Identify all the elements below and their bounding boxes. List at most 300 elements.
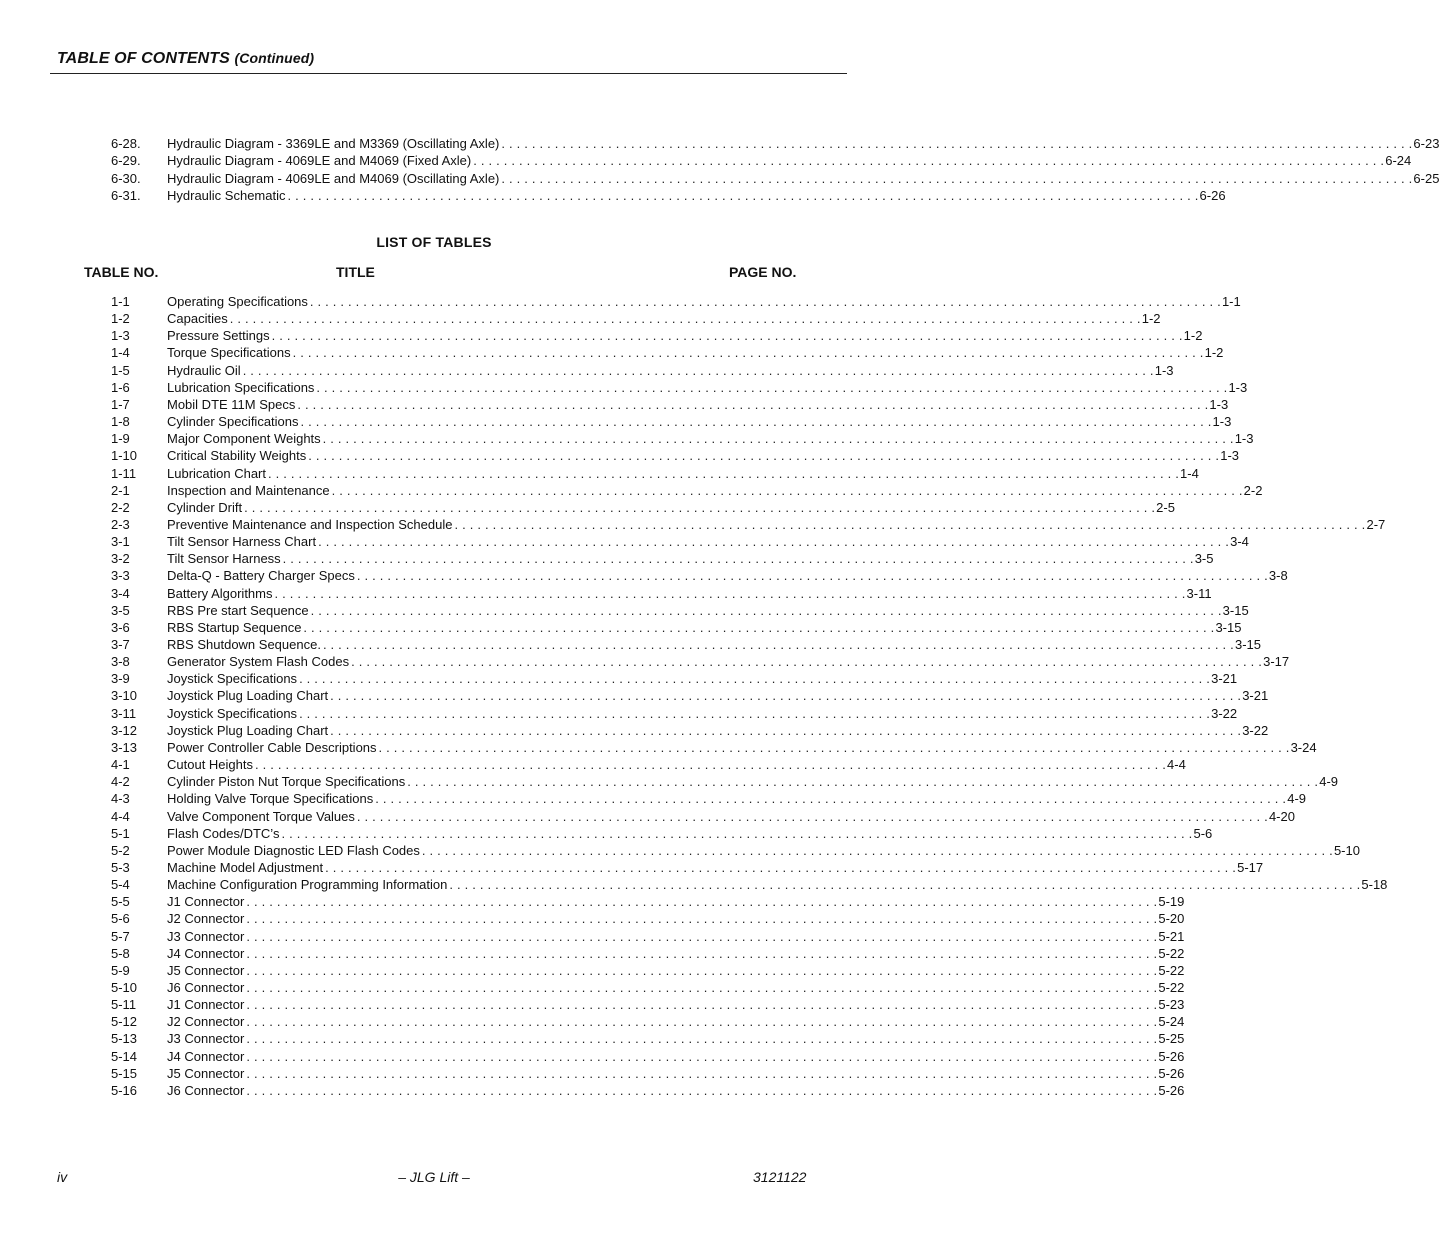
entry-number: 5-7 — [111, 928, 130, 944]
entry-number: 1-4 — [111, 345, 130, 361]
entry-number: 5-14 — [111, 1048, 138, 1064]
entry-line — [167, 739, 1317, 756]
entry-number: 4-4 — [111, 808, 130, 824]
footer-page-number: iv — [57, 1169, 68, 1185]
entry-number: 5-13 — [111, 1031, 138, 1047]
entry-page-number: 4-4 — [1167, 757, 1186, 773]
entry-line — [167, 1082, 1185, 1099]
entry-number: 4-3 — [111, 791, 130, 807]
entry-line — [167, 1030, 1185, 1047]
entry-title: Joystick Specifications — [167, 705, 298, 721]
entry-number: 1-6 — [111, 379, 130, 395]
entry-title: Hydraulic Diagram - 3369LE and M3369 (Oscillating Axle) — [167, 136, 500, 151]
entry-title: Mobil DTE 11M Specs — [167, 396, 296, 412]
dot-leader: . . . . . . . . . . . . . . . . . . . . . . . . . . . . . . . . . . . . . . . . . . . . . . . . . . . . . . . . . . . . . . . . . . . . . . . . . . . . . . . . . . . . . . . . . . . . . . . . . . . . . . . . . . . . . . . . . . . . . . . . — [255, 757, 1167, 773]
dot-leader: . . . . . . . . . . . . . . . . . . . . . . . . . . . . . . . . . . . . . . . . . . . . . . . . . . . . . . . . . . . . . . . . . . . . . . . . . . . . . . . . . . . . . . . . . . . . . . . . . . . . . . . . . . . . . . . . . . . . . . . . — [454, 516, 1366, 532]
entry-title: Battery Algorithms — [167, 585, 273, 601]
dot-leader: . . . . . . . . . . . . . . . . . . . . . . . . . . . . . . . . . . . . . . . . . . . . . . . . . . . . . . . . . . . . . . . . . . . . . . . . . . . . . . . . . . . . . . . . . . . . . . . . . . . . . . . . . . . . . . . . . . . . . . . . — [325, 859, 1237, 875]
dot-leader: . . . . . . . . . . . . . . . . . . . . . . . . . . . . . . . . . . . . . . . . . . . . . . . . . . . . . . . . . . . . . . . . . . . . . . . . . . . . . . . . . . . . . . . . . . . . . . . . . . . . . . . . . . . . . . . . . . . . . . . . — [501, 136, 1413, 151]
table-entry-row — [0, 790, 1307, 807]
entry-number: 1-1 — [111, 294, 130, 309]
entry-page-number: 1-2 — [1204, 345, 1224, 361]
table-entry-row — [0, 344, 1224, 361]
entry-number: 5-8 — [111, 945, 130, 961]
table-entry-row — [0, 670, 1238, 687]
entry-page-number: 3-11 — [1186, 585, 1212, 601]
entry-page-number: 6-25 — [1413, 170, 1439, 186]
entry-number: 3-11 — [111, 705, 137, 721]
entry-line — [167, 1013, 1185, 1030]
entry-title: J6 Connector — [167, 1082, 245, 1098]
table-entry-row — [0, 585, 1212, 602]
entry-number: 4-2 — [111, 774, 130, 790]
table-entry-row — [0, 773, 1339, 790]
entry-title: J3 Connector — [167, 928, 245, 944]
entry-page-number: 3-17 — [1263, 654, 1290, 670]
table-entry-row — [0, 996, 1185, 1013]
entry-title: J5 Connector — [167, 1065, 245, 1081]
entry-number: 5-15 — [111, 1065, 138, 1081]
entry-line — [167, 790, 1307, 807]
page-header-title — [57, 50, 314, 68]
dot-leader: . . . . . . . . . . . . . . . . . . . . . . . . . . . . . . . . . . . . . . . . . . . . . . . . . . . . . . . . . . . . . . . . . . . . . . . . . . . . . . . . . . . . . . . . . . . . . . . . . . . . . . . . . . . . . . . . . . . . . . . . — [322, 431, 1234, 447]
entry-line — [167, 187, 1226, 204]
dot-leader: . . . . . . . . . . . . . . . . . . . . . . . . . . . . . . . . . . . . . . . . . . . . . . . . . . . . . . . . . . . . . . . . . . . . . . . . . . . . . . . . . . . . . . . . . . . . . . . . . . . . . . . . . . . . . . . . . . . . . . . . — [246, 1014, 1158, 1030]
entry-page-number: 1-2 — [1141, 311, 1161, 327]
dot-leader: . . . . . . . . . . . . . . . . . . . . . . . . . . . . . . . . . . . . . . . . . . . . . . . . . . . . . . . . . . . . . . . . . . . . . . . . . . . . . . . . . . . . . . . . . . . . . . . . . . . . . . . . . . . . . . . . . . . . . . . . — [421, 842, 1333, 858]
entry-number: 4-1 — [111, 757, 130, 773]
entry-line — [167, 293, 1241, 310]
dot-leader: . . . . . . . . . . . . . . . . . . . . . . . . . . . . . . . . . . . . . . . . . . . . . . . . . . . . . . . . . . . . . . . . . . . . . . . . . . . . . . . . . . . . . . . . . . . . . . . . . . . . . . . . . . . . . . . . . . . . . . . . — [246, 894, 1158, 910]
entry-number: 3-7 — [111, 637, 130, 652]
footer-doc-number: 3121122 — [753, 1169, 807, 1185]
table-entry-row — [0, 619, 1242, 636]
column-header-table-no: TABLE NO. — [84, 264, 159, 280]
entry-line — [167, 842, 1360, 859]
entry-line — [167, 808, 1295, 825]
entry-line — [167, 1065, 1185, 1082]
dot-leader: . . . . . . . . . . . . . . . . . . . . . . . . . . . . . . . . . . . . . . . . . . . . . . . . . . . . . . . . . . . . . . . . . . . . . . . . . . . . . . . . . . . . . . . . . . . . . . . . . . . . . . . . . . . . . . . . . . . . . . . . — [282, 551, 1194, 567]
table-entry-row — [0, 327, 1203, 344]
entry-line — [167, 722, 1269, 739]
table-entry-row — [0, 653, 1290, 670]
entry-line — [167, 996, 1185, 1013]
entry-number: 3-12 — [111, 722, 138, 738]
entry-title: Power Controller Cable Descriptions — [167, 739, 377, 755]
column-header-title: TITLE — [336, 264, 375, 280]
entry-title: J4 Connector — [167, 1048, 245, 1064]
table-entry-row — [0, 893, 1185, 910]
entry-line — [167, 567, 1288, 584]
entry-page-number: 1-3 — [1212, 414, 1232, 430]
entry-page-number: 3-8 — [1268, 568, 1288, 584]
entry-number: 5-12 — [111, 1014, 138, 1030]
entry-page-number: 1-3 — [1234, 431, 1254, 447]
dot-leader: . . . . . . . . . . . . . . . . . . . . . . . . . . . . . . . . . . . . . . . . . . . . . . . . . . . . . . . . . . . . . . . . . . . . . . . . . . . . . . . . . . . . . . . . . . . . . . . . . . . . . . . . . . . . . . . . . . . . . . . . — [356, 808, 1268, 824]
entry-page-number: 1-3 — [1209, 396, 1229, 412]
entry-page-number: 4-20 — [1268, 808, 1295, 824]
entry-number: 1-11 — [111, 465, 137, 481]
table-entry-row — [0, 310, 1161, 327]
entry-line — [167, 979, 1185, 996]
dot-leader: . . . . . . . . . . . . . . . . . . . . . . . . . . . . . . . . . . . . . . . . . . . . . . . . . . . . . . . . . . . . . . . . . . . . . . . . . . . . . . . . . . . . . . . . . . . . . . . . . . . . . . . . . . . . . . . . . . . . . . . . — [375, 791, 1287, 807]
entry-number: 1-3 — [111, 328, 130, 344]
entry-page-number: 3-15 — [1222, 602, 1249, 618]
dot-leader: . . . . . . . . . . . . . . . . . . . . . . . . . . . . . . . . . . . . . . . . . . . . . . . . . . . . . . . . . . . . . . . . . . . . . . . . . . . . . . . . . . . . . . . . . . . . . . . . . . . . . . . . . . . . . . . . . . . . . . . . — [268, 465, 1180, 481]
dot-leader: . . . . . . . . . . . . . . . . . . . . . . . . . . . . . . . . . . . . . . . . . . . . . . . . . . . . . . . . . . . . . . . . . . . . . . . . . . . . . . . . . . . . . . . . . . . . . . . . . . . . . . . . . . . . . . . . . . . . . . . . — [501, 170, 1413, 186]
entry-page-number: 4-9 — [1287, 791, 1307, 807]
entry-title: Lubrication Chart — [167, 465, 266, 481]
entry-line — [167, 756, 1186, 773]
table-entry-row — [0, 1082, 1185, 1099]
entry-line — [167, 619, 1242, 636]
header-continued-text: (Continued) — [234, 50, 315, 66]
dot-leader: . . . . . . . . . . . . . . . . . . . . . . . . . . . . . . . . . . . . . . . . . . . . . . . . . . . . . . . . . . . . . . . . . . . . . . . . . . . . . . . . . . . . . . . . . . . . . . . . . . . . . . . . . . . . . . . . . . . . . . . . — [246, 980, 1158, 995]
entry-page-number: 1-1 — [1221, 294, 1241, 309]
table-entry-row — [0, 636, 1261, 653]
dot-leader: . . . . . . . . . . . . . . . . . . . . . . . . . . . . . . . . . . . . . . . . . . . . . . . . . . . . . . . . . . . . . . . . . . . . . . . . . . . . . . . . . . . . . . . . . . . . . . . . . . . . . . . . . . . . . . . . . . . . . . . . — [318, 534, 1230, 550]
dot-leader: . . . . . . . . . . . . . . . . . . . . . . . . . . . . . . . . . . . . . . . . . . . . . . . . . . . . . . . . . . . . . . . . . . . . . . . . . . . . . . . . . . . . . . . . . . . . . . . . . . . . . . . . . . . . . . . . . . . . . . . . — [309, 294, 1221, 309]
dot-leader: . . . . . . . . . . . . . . . . . . . . . . . . . . . . . . . . . . . . . . . . . . . . . . . . . . . . . . . . . . . . . . . . . . . . . . . . . . . . . . . . . . . . . . . . . . . . . . . . . . . . . . . . . . . . . . . . . . . . . . . . — [299, 671, 1211, 687]
entry-page-number: 1-3 — [1228, 379, 1248, 395]
entry-page-number: 5-26 — [1158, 1048, 1185, 1064]
entry-line — [167, 362, 1174, 379]
table-entry-row — [0, 447, 1240, 464]
entry-title: J2 Connector — [167, 911, 245, 927]
entry-line — [167, 687, 1269, 704]
entry-page-number: 5-26 — [1158, 1082, 1185, 1098]
entry-title: Holding Valve Torque Specifications — [167, 791, 374, 807]
entry-line — [167, 533, 1249, 550]
entry-number: 1-2 — [111, 311, 130, 327]
entry-page-number: 6-23 — [1413, 136, 1439, 151]
entry-title: Major Component Weights — [167, 431, 321, 447]
table-entry-row — [0, 945, 1185, 962]
entry-title: J3 Connector — [167, 1031, 245, 1047]
entry-page-number: 1-2 — [1183, 328, 1203, 344]
dot-leader: . . . . . . . . . . . . . . . . . . . . . . . . . . . . . . . . . . . . . . . . . . . . . . . . . . . . . . . . . . . . . . . . . . . . . . . . . . . . . . . . . . . . . . . . . . . . . . . . . . . . . . . . . . . . . . . . . . . . . . . . — [246, 997, 1158, 1013]
dot-leader: . . . . . . . . . . . . . . . . . . . . . . . . . . . . . . . . . . . . . . . . . . . . . . . . . . . . . . . . . . . . . . . . . . . . . . . . . . . . . . . . . . . . . . . . . . . . . . . . . . . . . . . . . . . . . . . . . . . . . . . . — [287, 187, 1199, 203]
entry-line — [167, 705, 1238, 722]
entry-line — [167, 945, 1185, 962]
entry-number: 2-3 — [111, 516, 130, 532]
entry-number: 5-2 — [111, 842, 130, 858]
table-entry-row — [0, 928, 1185, 945]
dot-leader: . . . . . . . . . . . . . . . . . . . . . . . . . . . . . . . . . . . . . . . . . . . . . . . . . . . . . . . . . . . . . . . . . . . . . . . . . . . . . . . . . . . . . . . . . . . . . . . . . . . . . . . . . . . . . . . . . . . . . . . . — [246, 1031, 1158, 1047]
entry-title: Cutout Heights — [167, 757, 253, 773]
dot-leader: . . . . . . . . . . . . . . . . . . . . . . . . . . . . . . . . . . . . . . . . . . . . . . . . . . . . . . . . . . . . . . . . . . . . . . . . . . . . . . . . . . . . . . . . . . . . . . . . . . . . . . . . . . . . . . . . . . . . . . . . — [299, 705, 1211, 721]
entry-title: Hydraulic Oil — [167, 362, 241, 378]
entry-page-number: 1-3 — [1220, 448, 1240, 464]
entry-line — [167, 135, 1439, 152]
entry-title: Operating Specifications — [167, 294, 308, 309]
dot-leader: . . . . . . . . . . . . . . . . . . . . . . . . . . . . . . . . . . . . . . . . . . . . . . . . . . . . . . . . . . . . . . . . . . . . . . . . . . . . . . . . . . . . . . . . . . . . . . . . . . . . . . . . . . . . . . . . . . . . . . . . — [229, 311, 1141, 327]
entry-page-number: 3-21 — [1211, 671, 1238, 687]
entry-title: Machine Model Adjustment — [167, 859, 324, 875]
entry-page-number: 4-9 — [1319, 774, 1339, 790]
list-of-tables-heading: LIST OF TABLES — [376, 234, 492, 250]
entry-page-number: 1-3 — [1154, 362, 1174, 378]
entry-title: Joystick Specifications — [167, 671, 298, 687]
table-entry-row — [0, 1048, 1185, 1065]
dot-leader: . . . . . . . . . . . . . . . . . . . . . . . . . . . . . . . . . . . . . . . . . . . . . . . . . . . . . . . . . . . . . . . . . . . . . . . . . . . . . . . . . . . . . . . . . . . . . . . . . . . . . . . . . . . . . . . . . . . . . . . . — [330, 688, 1242, 704]
column-header-page-no: PAGE NO. — [729, 264, 797, 280]
entry-page-number: 3-15 — [1234, 637, 1261, 652]
entry-page-number: 5-24 — [1158, 1014, 1185, 1030]
entry-number: 3-8 — [111, 654, 130, 670]
table-entry-row — [0, 550, 1214, 567]
entry-line — [167, 653, 1290, 670]
entry-title: RBS Startup Sequence — [167, 619, 302, 635]
entry-title: Cylinder Drift — [167, 499, 243, 515]
entry-line — [167, 910, 1185, 927]
entry-page-number: 5-17 — [1237, 859, 1264, 875]
table-entry-row — [0, 516, 1386, 533]
entry-number: 6-28. — [111, 136, 141, 151]
dot-leader: . . . . . . . . . . . . . . . . . . . . . . . . . . . . . . . . . . . . . . . . . . . . . . . . . . . . . . . . . . . . . . . . . . . . . . . . . . . . . . . . . . . . . . . . . . . . . . . . . . . . . . . . . . . . . . . . . . . . . . . . — [274, 585, 1186, 601]
entry-page-number: 5-23 — [1158, 997, 1185, 1013]
table-entry-row — [0, 910, 1185, 927]
entry-title: Hydraulic Schematic — [167, 187, 286, 203]
dot-leader: . . . . . . . . . . . . . . . . . . . . . . . . . . . . . . . . . . . . . . . . . . . . . . . . . . . . . . . . . . . . . . . . . . . . . . . . . . . . . . . . . . . . . . . . . . . . . . . . . . . . . . . . . . . . . . . . . . . . . . . . — [297, 396, 1209, 412]
entry-page-number: 3-5 — [1194, 551, 1214, 567]
entry-title: Hydraulic Diagram - 4069LE and M4069 (Fixed Axle) — [167, 153, 472, 169]
table-entry-row — [0, 602, 1249, 619]
entry-title: J1 Connector — [167, 997, 245, 1013]
entry-line — [167, 310, 1161, 327]
entry-number: 5-11 — [111, 997, 137, 1013]
entry-title: Capacities — [167, 311, 228, 327]
entry-number: 1-10 — [111, 448, 138, 464]
table-entry-row — [0, 739, 1317, 756]
table-entry-row — [0, 687, 1269, 704]
entry-page-number: 5-18 — [1361, 877, 1388, 893]
entry-number: 3-1 — [111, 534, 130, 550]
entry-title: Joystick Plug Loading Chart — [167, 722, 329, 738]
entry-number: 5-3 — [111, 859, 130, 875]
entry-line — [167, 825, 1213, 842]
entry-number: 1-5 — [111, 362, 130, 378]
entry-page-number: 5-25 — [1158, 1031, 1185, 1047]
entry-title: Flash Codes/DTC’s — [167, 825, 280, 841]
entry-line — [167, 893, 1185, 910]
entry-number: 1-9 — [111, 431, 130, 447]
entry-line — [167, 465, 1199, 482]
entry-line — [167, 344, 1224, 361]
entry-title: Preventive Maintenance and Inspection Schedule — [167, 516, 453, 532]
table-entry-row — [0, 859, 1264, 876]
footer-center-text: – JLG Lift – — [398, 1169, 470, 1185]
table-entry-row — [0, 482, 1263, 499]
dot-leader: . . . . . . . . . . . . . . . . . . . . . . . . . . . . . . . . . . . . . . . . . . . . . . . . . . . . . . . . . . . . . . . . . . . . . . . . . . . . . . . . . . . . . . . . . . . . . . . . . . . . . . . . . . . . . . . . . . . . . . . . — [310, 602, 1222, 618]
entry-title: Generator System Flash Codes — [167, 654, 350, 670]
dot-leader: . . . . . . . . . . . . . . . . . . . . . . . . . . . . . . . . . . . . . . . . . . . . . . . . . . . . . . . . . . . . . . . . . . . . . . . . . . . . . . . . . . . . . . . . . . . . . . . . . . . . . . . . . . . . . . . . . . . . . . . . — [303, 619, 1215, 635]
entry-page-number: 3-4 — [1230, 534, 1249, 550]
table-entry-row — [0, 842, 1360, 859]
entry-title: J1 Connector — [167, 894, 245, 910]
dot-leader: . . . . . . . . . . . . . . . . . . . . . . . . . . . . . . . . . . . . . . . . . . . . . . . . . . . . . . . . . . . . . . . . . . . . . . . . . . . . . . . . . . . . . . . . . . . . . . . . . . . . . . . . . . . . . . . . . . . . . . . . — [246, 1048, 1158, 1064]
table-entry-row — [0, 430, 1254, 447]
dot-leader: . . . . . . . . . . . . . . . . . . . . . . . . . . . . . . . . . . . . . . . . . . . . . . . . . . . . . . . . . . . . . . . . . . . . . . . . . . . . . . . . . . . . . . . . . . . . . . . . . . . . . . . . . . . . . . . . . . . . . . . . — [246, 1082, 1158, 1098]
dot-leader: . . . . . . . . . . . . . . . . . . . . . . . . . . . . . . . . . . . . . . . . . . . . . . . . . . . . . . . . . . . . . . . . . . . . . . . . . . . . . . . . . . . . . . . . . . . . . . . . . . . . . . . . . . . . . . . . . . . . . . . . — [246, 962, 1158, 978]
entry-line — [167, 396, 1229, 413]
dot-leader: . . . . . . . . . . . . . . . . . . . . . . . . . . . . . . . . . . . . . . . . . . . . . . . . . . . . . . . . . . . . . . . . . . . . . . . . . . . . . . . . . . . . . . . . . . . . . . . . . . . . . . . . . . . . . . . . . . . . . . . . — [316, 379, 1228, 395]
dot-leader: . . . . . . . . . . . . . . . . . . . . . . . . . . . . . . . . . . . . . . . . . . . . . . . . . . . . . . . . . . . . . . . . . . . . . . . . . . . . . . . . . . . . . . . . . . . . . . . . . . . . . . . . . . . . . . . . . . . . . . . . — [246, 1065, 1158, 1081]
entry-title: Torque Specifications — [167, 345, 291, 361]
entry-line — [167, 170, 1439, 187]
dot-leader: . . . . . . . . . . . . . . . . . . . . . . . . . . . . . . . . . . . . . . . . . . . . . . . . . . . . . . . . . . . . . . . . . . . . . . . . . . . . . . . . . . . . . . . . . . . . . . . . . . . . . . . . . . . . . . . . . . . . . . . . — [351, 654, 1263, 670]
entry-page-number: 5-20 — [1158, 911, 1185, 927]
entry-number: 6-30. — [111, 170, 141, 186]
table-entry-row — [0, 413, 1232, 430]
entry-title: J4 Connector — [167, 945, 245, 961]
entry-page-number: 2-5 — [1156, 499, 1175, 515]
dot-leader: . . . . . . . . . . . . . . . . . . . . . . . . . . . . . . . . . . . . . . . . . . . . . . . . . . . . . . . . . . . . . . . . . . . . . . . . . . . . . . . . . . . . . . . . . . . . . . . . . . . . . . . . . . . . . . . . . . . . . . . . — [292, 345, 1204, 361]
entry-line — [167, 636, 1261, 653]
entry-number: 3-4 — [111, 585, 130, 601]
entry-title: Tilt Sensor Harness — [167, 551, 281, 567]
entry-page-number: 5-21 — [1158, 928, 1185, 944]
entry-line — [167, 928, 1185, 945]
dot-leader: . . . . . . . . . . . . . . . . . . . . . . . . . . . . . . . . . . . . . . . . . . . . . . . . . . . . . . . . . . . . . . . . . . . . . . . . . . . . . . . . . . . . . . . . . . . . . . . . . . . . . . . . . . . . . . . . . . . . . . . . — [407, 774, 1319, 790]
entry-title: Cylinder Specifications — [167, 414, 299, 430]
entry-line — [167, 1048, 1185, 1065]
entry-page-number: 3-21 — [1242, 688, 1269, 704]
table-entry-row — [0, 499, 1175, 516]
table-entry-row — [0, 808, 1295, 825]
entry-page-number: 6-26 — [1199, 187, 1226, 203]
dot-leader: . . . . . . . . . . . . . . . . . . . . . . . . . . . . . . . . . . . . . . . . . . . . . . . . . . . . . . . . . . . . . . . . . . . . . . . . . . . . . . . . . . . . . . . . . . . . . . . . . . . . . . . . . . . . . . . . . . . . . . . . — [246, 928, 1158, 944]
entry-line — [167, 327, 1203, 344]
entry-number: 6-29. — [111, 153, 141, 169]
entry-page-number: 6-24 — [1385, 153, 1412, 169]
entry-number: 1-7 — [111, 396, 130, 412]
table-entry-row — [0, 533, 1249, 550]
figure-entry-row — [0, 170, 1439, 187]
entry-page-number: 3-22 — [1242, 722, 1269, 738]
entry-page-number: 5-6 — [1193, 825, 1213, 841]
entry-title: Critical Stability Weights — [167, 448, 307, 464]
entry-title: Machine Configuration Programming Information — [167, 877, 448, 893]
table-entry-row — [0, 465, 1199, 482]
figure-entry-row — [0, 135, 1439, 152]
entry-number: 5-1 — [111, 825, 130, 841]
entry-number: 2-1 — [111, 482, 130, 498]
entry-number: 3-13 — [111, 739, 138, 755]
entry-page-number: 3-24 — [1290, 739, 1317, 755]
entry-title: Valve Component Torque Values — [167, 808, 355, 824]
dot-leader: . . . . . . . . . . . . . . . . . . . . . . . . . . . . . . . . . . . . . . . . . . . . . . . . . . . . . . . . . . . . . . . . . . . . . . . . . . . . . . . . . . . . . . . . . . . . . . . . . . . . . . . . . . . . . . . . . . . . . . . . — [271, 328, 1183, 344]
table-entry-row — [0, 962, 1185, 979]
entry-number: 5-9 — [111, 962, 130, 978]
entry-page-number: 3-15 — [1215, 619, 1242, 635]
table-entry-row — [0, 756, 1186, 773]
dot-leader: . . . . . . . . . . . . . . . . . . . . . . . . . . . . . . . . . . . . . . . . . . . . . . . . . . . . . . . . . . . . . . . . . . . . . . . . . . . . . . . . . . . . . . . . . . . . . . . . . . . . . . . . . . . . . . . . . . . . . . . . — [308, 448, 1220, 464]
table-entry-row — [0, 1013, 1185, 1030]
entry-page-number: 2-2 — [1243, 482, 1263, 498]
table-entry-row — [0, 362, 1174, 379]
table-entry-row — [0, 567, 1288, 584]
dot-leader: . . . . . . . . . . . . . . . . . . . . . . . . . . . . . . . . . . . . . . . . . . . . . . . . . . . . . . . . . . . . . . . . . . . . . . . . . . . . . . . . . . . . . . . . . . . . . . . . . . . . . . . . . . . . . . . . . . . . . . . . — [242, 362, 1154, 378]
entry-page-number: 5-22 — [1158, 945, 1185, 961]
entry-title: RBS Shutdown Sequence. — [167, 637, 321, 652]
dot-leader: . . . . . . . . . . . . . . . . . . . . . . . . . . . . . . . . . . . . . . . . . . . . . . . . . . . . . . . . . . . . . . . . . . . . . . . . . . . . . . . . . . . . . . . . . . . . . . . . . . . . . . . . . . . . . . . . . . . . . . . . — [246, 911, 1158, 927]
table-entry-row — [0, 825, 1213, 842]
table-entry-row — [0, 979, 1185, 996]
entry-number: 2-2 — [111, 499, 130, 515]
entry-number: 6-31. — [111, 187, 141, 203]
entry-page-number: 5-10 — [1333, 842, 1360, 858]
entry-title: Lubrication Specifications — [167, 379, 315, 395]
entry-title: Hydraulic Diagram - 4069LE and M4069 (Oscillating Axle) — [167, 170, 500, 186]
table-entry-row — [0, 293, 1241, 310]
entry-page-number: 5-22 — [1158, 962, 1185, 978]
entry-number: 3-2 — [111, 551, 130, 567]
entry-line — [167, 482, 1263, 499]
entry-number: 5-16 — [111, 1082, 138, 1098]
entry-line — [167, 152, 1412, 169]
entry-page-number: 1-4 — [1180, 465, 1199, 481]
table-entry-row — [0, 1030, 1185, 1047]
table-entry-row — [0, 705, 1238, 722]
header-title-text: TABLE OF CONTENTS — [57, 50, 230, 67]
entry-number: 5-4 — [111, 877, 130, 893]
table-entry-row — [0, 876, 1388, 893]
entry-line — [167, 859, 1264, 876]
dot-leader: . . . . . . . . . . . . . . . . . . . . . . . . . . . . . . . . . . . . . . . . . . . . . . . . . . . . . . . . . . . . . . . . . . . . . . . . . . . . . . . . . . . . . . . . . . . . . . . . . . . . . . . . . . . . . . . . . . . . . . . . — [473, 153, 1385, 169]
dot-leader: . . . . . . . . . . . . . . . . . . . . . . . . . . . . . . . . . . . . . . . . . . . . . . . . . . . . . . . . . . . . . . . . . . . . . . . . . . . . . . . . . . . . . . . . . . . . . . . . . . . . . . . . . . . . . . . . . . . . . . . . — [356, 568, 1268, 584]
entry-title: Pressure Settings — [167, 328, 270, 344]
table-entry-row — [0, 1065, 1185, 1082]
entry-title: Cylinder Piston Nut Torque Specifications — [167, 774, 406, 790]
table-entry-row — [0, 379, 1248, 396]
entry-page-number: 2-7 — [1366, 516, 1386, 532]
entry-line — [167, 876, 1388, 893]
dot-leader: . . . . . . . . . . . . . . . . . . . . . . . . . . . . . . . . . . . . . . . . . . . . . . . . . . . . . . . . . . . . . . . . . . . . . . . . . . . . . . . . . . . . . . . . . . . . . . . . . . . . . . . . . . . . . . . . . . . . . . . . — [330, 722, 1242, 738]
entry-title: RBS Pre start Sequence — [167, 602, 309, 618]
dot-leader: . . . . . . . . . . . . . . . . . . . . . . . . . . . . . . . . . . . . . . . . . . . . . . . . . . . . . . . . . . . . . . . . . . . . . . . . . . . . . . . . . . . . . . . . . . . . . . . . . . . . . . . . . . . . . . . . . . . . . . . . — [281, 825, 1193, 841]
dot-leader: . . . . . . . . . . . . . . . . . . . . . . . . . . . . . . . . . . . . . . . . . . . . . . . . . . . . . . . . . . . . . . . . . . . . . . . . . . . . . . . . . . . . . . . . . . . . . . . . . . . . . . . . . . . . . . . . . . . . . . . . — [378, 739, 1290, 755]
table-entry-row — [0, 396, 1229, 413]
entry-title: Power Module Diagnostic LED Flash Codes — [167, 842, 420, 858]
entry-page-number: 5-19 — [1158, 894, 1185, 910]
entry-number: 5-5 — [111, 894, 130, 910]
entry-line — [167, 516, 1386, 533]
entry-title: J5 Connector — [167, 962, 245, 978]
entry-number: 3-3 — [111, 568, 130, 584]
figure-entry-row — [0, 187, 1226, 204]
entry-number: 1-8 — [111, 414, 130, 430]
dot-leader: . . . . . . . . . . . . . . . . . . . . . . . . . . . . . . . . . . . . . . . . . . . . . . . . . . . . . . . . . . . . . . . . . . . . . . . . . . . . . . . . . . . . . . . . . . . . . . . . . . . . . . . . . . . . . . . . . . . . . . . . — [246, 945, 1158, 961]
entry-page-number: 5-26 — [1158, 1065, 1185, 1081]
entry-page-number: 5-22 — [1158, 980, 1185, 995]
dot-leader: . . . . . . . . . . . . . . . . . . . . . . . . . . . . . . . . . . . . . . . . . . . . . . . . . . . . . . . . . . . . . . . . . . . . . . . . . . . . . . . . . . . . . . . . . . . . . . . . . . . . . . . . . . . . . . . . . . . . . . . . — [300, 414, 1212, 430]
entry-number: 3-6 — [111, 619, 130, 635]
entry-line — [167, 413, 1232, 430]
entry-line — [167, 773, 1339, 790]
header-divider — [50, 73, 847, 74]
entry-title: Delta-Q - Battery Charger Specs — [167, 568, 355, 584]
entry-line — [167, 670, 1238, 687]
table-entry-row — [0, 722, 1269, 739]
entry-title: J2 Connector — [167, 1014, 245, 1030]
dot-leader: . . . . . . . . . . . . . . . . . . . . . . . . . . . . . . . . . . . . . . . . . . . . . . . . . . . . . . . . . . . . . . . . . . . . . . . . . . . . . . . . . . . . . . . . . . . . . . . . . . . . . . . . . . . . . . . . . . . . . . . . — [244, 499, 1156, 515]
entry-line — [167, 499, 1175, 516]
entry-number: 5-10 — [111, 980, 138, 995]
entry-number: 5-6 — [111, 911, 130, 927]
figure-entry-row — [0, 152, 1412, 169]
dot-leader: . . . . . . . . . . . . . . . . . . . . . . . . . . . . . . . . . . . . . . . . . . . . . . . . . . . . . . . . . . . . . . . . . . . . . . . . . . . . . . . . . . . . . . . . . . . . . . . . . . . . . . . . . . . . . . . . . . . . . . . . — [331, 482, 1243, 498]
